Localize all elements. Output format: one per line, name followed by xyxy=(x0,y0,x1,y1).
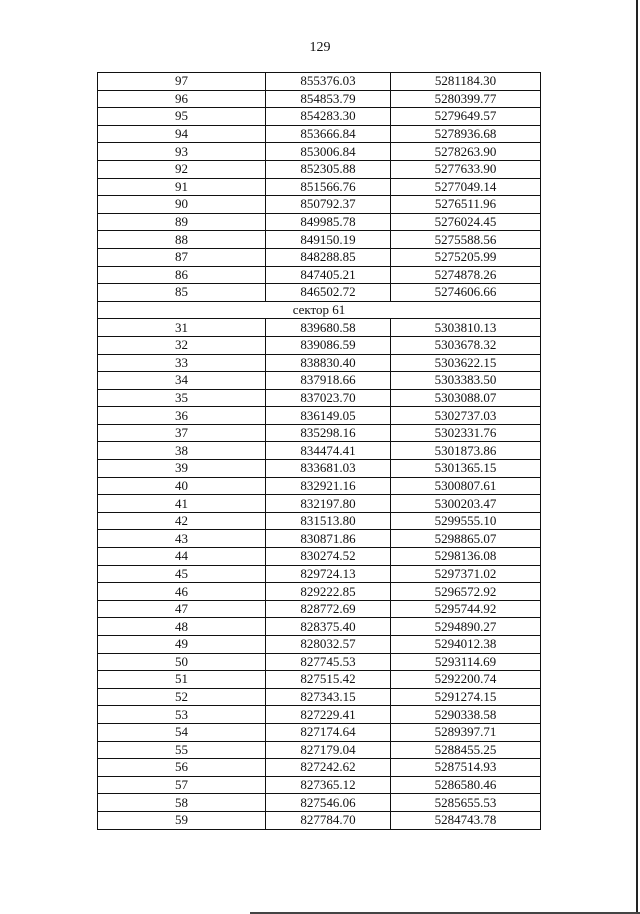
y-coordinate-cell: 5276024.45 xyxy=(391,213,541,231)
point-number-cell: 44 xyxy=(98,548,266,566)
y-coordinate-cell: 5295744.92 xyxy=(391,600,541,618)
table-row xyxy=(98,284,541,302)
x-coordinate-cell: 827365.12 xyxy=(266,776,391,794)
table-row xyxy=(98,653,541,671)
y-coordinate-cell: 5274878.26 xyxy=(391,266,541,284)
table-row xyxy=(98,407,541,425)
point-number-cell: 46 xyxy=(98,583,266,601)
y-coordinate-cell: 5277633.90 xyxy=(391,160,541,178)
point-number-cell: 50 xyxy=(98,653,266,671)
coordinates-table xyxy=(97,72,541,830)
x-coordinate-cell: 827784.70 xyxy=(266,811,391,829)
table-row xyxy=(98,460,541,478)
table-row xyxy=(98,319,541,337)
x-coordinate-cell: 854853.79 xyxy=(266,90,391,108)
x-coordinate-cell: 827343.15 xyxy=(266,688,391,706)
y-coordinate-cell: 5292200.74 xyxy=(391,671,541,689)
x-coordinate-cell: 853006.84 xyxy=(266,143,391,161)
y-coordinate-cell: 5296572.92 xyxy=(391,583,541,601)
x-coordinate-cell: 838830.40 xyxy=(266,354,391,372)
y-coordinate-cell: 5303810.13 xyxy=(391,319,541,337)
x-coordinate-cell: 827546.06 xyxy=(266,794,391,812)
point-number-cell: 39 xyxy=(98,460,266,478)
x-coordinate-cell: 835298.16 xyxy=(266,424,391,442)
y-coordinate-cell: 5298865.07 xyxy=(391,530,541,548)
table-body-after xyxy=(98,319,541,829)
point-number-cell: 53 xyxy=(98,706,266,724)
table-row xyxy=(98,706,541,724)
table-row xyxy=(98,688,541,706)
y-coordinate-cell: 5300807.61 xyxy=(391,477,541,495)
table-row xyxy=(98,600,541,618)
table-row xyxy=(98,231,541,249)
point-number-cell: 96 xyxy=(98,90,266,108)
y-coordinate-cell: 5277049.14 xyxy=(391,178,541,196)
page-edge-right xyxy=(636,0,638,914)
table-row xyxy=(98,794,541,812)
x-coordinate-cell: 827242.62 xyxy=(266,759,391,777)
x-coordinate-cell: 849150.19 xyxy=(266,231,391,249)
y-coordinate-cell: 5289397.71 xyxy=(391,723,541,741)
point-number-cell: 86 xyxy=(98,266,266,284)
point-number-cell: 31 xyxy=(98,319,266,337)
table-row xyxy=(98,73,541,91)
y-coordinate-cell: 5294890.27 xyxy=(391,618,541,636)
table-row xyxy=(98,90,541,108)
point-number-cell: 38 xyxy=(98,442,266,460)
point-number-cell: 42 xyxy=(98,512,266,530)
y-coordinate-cell: 5287514.93 xyxy=(391,759,541,777)
table-row xyxy=(98,354,541,372)
point-number-cell: 36 xyxy=(98,407,266,425)
table-row xyxy=(98,266,541,284)
table-row xyxy=(98,759,541,777)
point-number-cell: 35 xyxy=(98,389,266,407)
point-number-cell: 59 xyxy=(98,811,266,829)
y-coordinate-cell: 5303678.32 xyxy=(391,336,541,354)
point-number-cell: 37 xyxy=(98,424,266,442)
x-coordinate-cell: 833681.03 xyxy=(266,460,391,478)
point-number-cell: 45 xyxy=(98,565,266,583)
x-coordinate-cell: 829724.13 xyxy=(266,565,391,583)
table-row xyxy=(98,442,541,460)
point-number-cell: 49 xyxy=(98,636,266,654)
point-number-cell: 95 xyxy=(98,108,266,126)
y-coordinate-cell: 5274606.66 xyxy=(391,284,541,302)
x-coordinate-cell: 829222.85 xyxy=(266,583,391,601)
x-coordinate-cell: 827745.53 xyxy=(266,653,391,671)
point-number-cell: 58 xyxy=(98,794,266,812)
y-coordinate-cell: 5293114.69 xyxy=(391,653,541,671)
x-coordinate-cell: 855376.03 xyxy=(266,73,391,91)
y-coordinate-cell: 5300203.47 xyxy=(391,495,541,513)
x-coordinate-cell: 837918.66 xyxy=(266,372,391,390)
x-coordinate-cell: 827179.04 xyxy=(266,741,391,759)
point-number-cell: 56 xyxy=(98,759,266,777)
x-coordinate-cell: 830274.52 xyxy=(266,548,391,566)
table-row xyxy=(98,565,541,583)
y-coordinate-cell: 5284743.78 xyxy=(391,811,541,829)
point-number-cell: 41 xyxy=(98,495,266,513)
point-number-cell: 87 xyxy=(98,248,266,266)
x-coordinate-cell: 853666.84 xyxy=(266,125,391,143)
x-coordinate-cell: 837023.70 xyxy=(266,389,391,407)
table-row xyxy=(98,548,541,566)
x-coordinate-cell: 854283.30 xyxy=(266,108,391,126)
y-coordinate-cell: 5303088.07 xyxy=(391,389,541,407)
y-coordinate-cell: 5286580.46 xyxy=(391,776,541,794)
point-number-cell: 34 xyxy=(98,372,266,390)
x-coordinate-cell: 828772.69 xyxy=(266,600,391,618)
y-coordinate-cell: 5301365.15 xyxy=(391,460,541,478)
y-coordinate-cell: 5288455.25 xyxy=(391,741,541,759)
sector-label: сектор 61 xyxy=(98,301,541,319)
point-number-cell: 55 xyxy=(98,741,266,759)
y-coordinate-cell: 5281184.30 xyxy=(391,73,541,91)
x-coordinate-cell: 847405.21 xyxy=(266,266,391,284)
x-coordinate-cell: 831513.80 xyxy=(266,512,391,530)
table-row xyxy=(98,196,541,214)
x-coordinate-cell: 852305.88 xyxy=(266,160,391,178)
table-body-before xyxy=(98,73,541,302)
point-number-cell: 85 xyxy=(98,284,266,302)
table-row xyxy=(98,108,541,126)
x-coordinate-cell: 846502.72 xyxy=(266,284,391,302)
x-coordinate-cell: 832197.80 xyxy=(266,495,391,513)
point-number-cell: 47 xyxy=(98,600,266,618)
point-number-cell: 40 xyxy=(98,477,266,495)
table-row xyxy=(98,495,541,513)
y-coordinate-cell: 5279649.57 xyxy=(391,108,541,126)
table-row xyxy=(98,811,541,829)
table-row xyxy=(98,512,541,530)
x-coordinate-cell: 851566.76 xyxy=(266,178,391,196)
y-coordinate-cell: 5297371.02 xyxy=(391,565,541,583)
point-number-cell: 48 xyxy=(98,618,266,636)
y-coordinate-cell: 5276511.96 xyxy=(391,196,541,214)
point-number-cell: 92 xyxy=(98,160,266,178)
table-row xyxy=(98,424,541,442)
point-number-cell: 88 xyxy=(98,231,266,249)
table-row xyxy=(98,741,541,759)
point-number-cell: 91 xyxy=(98,178,266,196)
y-coordinate-cell: 5275205.99 xyxy=(391,248,541,266)
table-row xyxy=(98,213,541,231)
x-coordinate-cell: 834474.41 xyxy=(266,442,391,460)
point-number-cell: 97 xyxy=(98,73,266,91)
table-row xyxy=(98,776,541,794)
point-number-cell: 33 xyxy=(98,354,266,372)
x-coordinate-cell: 827174.64 xyxy=(266,723,391,741)
table-row xyxy=(98,723,541,741)
x-coordinate-cell: 850792.37 xyxy=(266,196,391,214)
x-coordinate-cell: 828375.40 xyxy=(266,618,391,636)
x-coordinate-cell: 849985.78 xyxy=(266,213,391,231)
y-coordinate-cell: 5285655.53 xyxy=(391,794,541,812)
point-number-cell: 43 xyxy=(98,530,266,548)
sector-row xyxy=(98,301,541,319)
y-coordinate-cell: 5301873.86 xyxy=(391,442,541,460)
table-row xyxy=(98,160,541,178)
table-row xyxy=(98,618,541,636)
point-number-cell: 89 xyxy=(98,213,266,231)
table-row xyxy=(98,636,541,654)
x-coordinate-cell: 830871.86 xyxy=(266,530,391,548)
table-row xyxy=(98,530,541,548)
point-number-cell: 93 xyxy=(98,143,266,161)
x-coordinate-cell: 827229.41 xyxy=(266,706,391,724)
point-number-cell: 32 xyxy=(98,336,266,354)
x-coordinate-cell: 839680.58 xyxy=(266,319,391,337)
y-coordinate-cell: 5298136.08 xyxy=(391,548,541,566)
point-number-cell: 94 xyxy=(98,125,266,143)
table-row xyxy=(98,143,541,161)
table-row xyxy=(98,477,541,495)
table-row xyxy=(98,336,541,354)
x-coordinate-cell: 836149.05 xyxy=(266,407,391,425)
x-coordinate-cell: 832921.16 xyxy=(266,477,391,495)
table-row xyxy=(98,583,541,601)
point-number-cell: 54 xyxy=(98,723,266,741)
x-coordinate-cell: 827515.42 xyxy=(266,671,391,689)
y-coordinate-cell: 5280399.77 xyxy=(391,90,541,108)
page-number: 129 xyxy=(309,40,331,55)
x-coordinate-cell: 828032.57 xyxy=(266,636,391,654)
point-number-cell: 90 xyxy=(98,196,266,214)
y-coordinate-cell: 5303383.50 xyxy=(391,372,541,390)
point-number-cell: 52 xyxy=(98,688,266,706)
sector-header-group xyxy=(98,301,541,319)
y-coordinate-cell: 5302737.03 xyxy=(391,407,541,425)
y-coordinate-cell: 5278936.68 xyxy=(391,125,541,143)
table-row xyxy=(98,248,541,266)
y-coordinate-cell: 5291274.15 xyxy=(391,688,541,706)
y-coordinate-cell: 5299555.10 xyxy=(391,512,541,530)
y-coordinate-cell: 5278263.90 xyxy=(391,143,541,161)
table-row xyxy=(98,389,541,407)
y-coordinate-cell: 5302331.76 xyxy=(391,424,541,442)
table-row xyxy=(98,671,541,689)
y-coordinate-cell: 5303622.15 xyxy=(391,354,541,372)
table-row xyxy=(98,178,541,196)
table-row xyxy=(98,125,541,143)
point-number-cell: 51 xyxy=(98,671,266,689)
y-coordinate-cell: 5275588.56 xyxy=(391,231,541,249)
y-coordinate-cell: 5294012.38 xyxy=(391,636,541,654)
x-coordinate-cell: 839086.59 xyxy=(266,336,391,354)
point-number-cell: 57 xyxy=(98,776,266,794)
y-coordinate-cell: 5290338.58 xyxy=(391,706,541,724)
table-row xyxy=(98,372,541,390)
x-coordinate-cell: 848288.85 xyxy=(266,248,391,266)
